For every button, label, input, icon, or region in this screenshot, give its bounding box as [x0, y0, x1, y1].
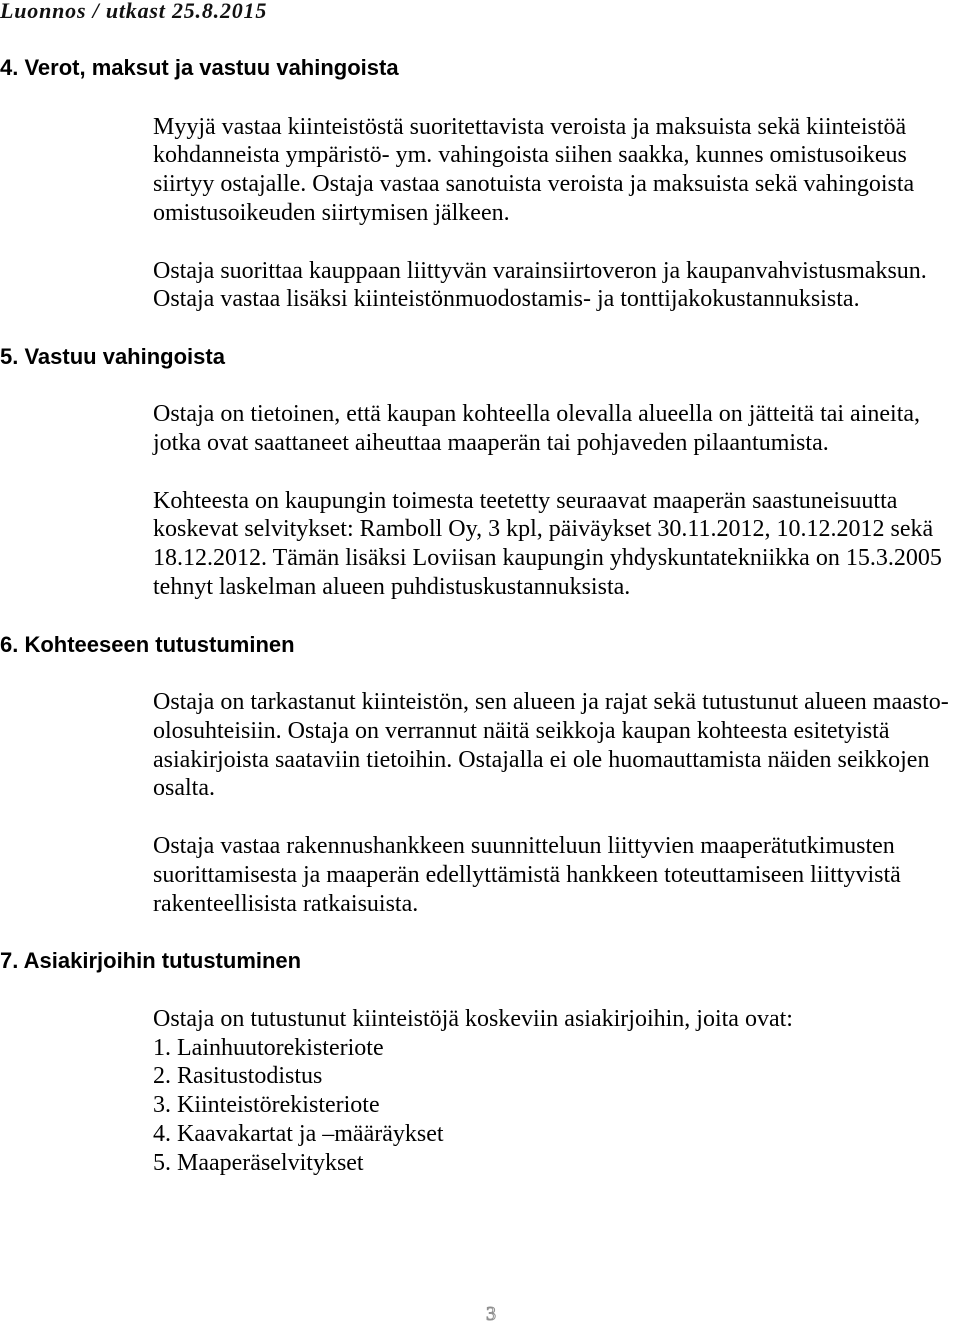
- paragraph-line: Myyjä vastaa kiinteistöstä suoritettavista veroista ja maksuista sekä kiinteistöä: [153, 113, 907, 140]
- paragraph: [153, 688, 949, 803]
- paragraph-line: kohdanneista ympäristö- ym. vahingoista siihen saakka, kunnes omistusoikeus: [153, 142, 907, 169]
- section-heading: 6. Kohteeseen tutustuminen: [0, 631, 295, 657]
- paragraph-line: jotka ovat saattaneet aiheuttaa maaperän tai pohjaveden pilaantumista.: [153, 430, 829, 457]
- list-item: 5. Maaperäselvitykset: [153, 1149, 364, 1176]
- paragraph: [153, 113, 914, 228]
- paragraph-line: osalta.: [153, 775, 215, 802]
- paragraph: [153, 257, 927, 315]
- paragraph-line: asiakirjoista saataviin tietoihin. Ostajalla ei ole huomauttamista näiden seikkojen: [153, 746, 930, 773]
- section-heading: 4. Verot, maksut ja vastuu vahingoista: [0, 55, 399, 80]
- paragraph-line: Ostaja on tarkastanut kiinteistön, sen alueen ja rajat sekä tutustunut alueen maasto-: [153, 689, 949, 716]
- page-number: 3: [486, 1303, 496, 1325]
- paragraph-line: Ostaja vastaa lisäksi kiinteistönmuodostamis- ja tonttijakokustannuksista.: [153, 286, 860, 313]
- paragraph-line: Ostaja suorittaa kauppaan liittyvän varainsiirtoveron ja kaupanvahvistusmaksun.: [153, 257, 927, 284]
- paragraph-line: 18.12.2012. Tämän lisäksi Loviisan kaupungin yhdyskuntatekniikka on 15.3.2005: [153, 545, 942, 572]
- list-item: 4. Kaavakartat ja –määräykset: [153, 1120, 444, 1147]
- list-item: 2. Rasitustodistus: [153, 1063, 323, 1090]
- paragraph: [153, 400, 920, 458]
- paragraph-line: Kohteesta on kaupungin toimesta teetetty seuraavat maaperän saastuneisuutta: [153, 487, 898, 514]
- paragraph-line: Ostaja on tietoinen, että kaupan kohteella olevalla alueella on jätteitä tai aineita,: [153, 401, 921, 428]
- paragraph-line: rakenteellisista ratkaisuista.: [153, 890, 419, 917]
- paragraph-line: suorittamisesta ja maaperän edellyttämistä hankkeen toteuttamiseen liittyvistä: [153, 861, 901, 888]
- list-item: 3. Kiinteistörekisteriote: [153, 1092, 380, 1119]
- paragraph: [153, 1005, 793, 1178]
- document-list: [153, 1034, 793, 1178]
- paragraph-line: siirtyy ostajalle. Ostaja vastaa sanotuista veroista ja maksuista sekä vahingoista: [153, 171, 915, 198]
- draft-label: Luonnos / utkast 25.8.2015: [0, 0, 268, 23]
- section-heading: 7. Asiakirjoihin tutustuminen: [0, 948, 302, 974]
- paragraph-line: tehnyt laskelman alueen puhdistuskustannuksista.: [153, 573, 631, 600]
- paragraph: [153, 832, 901, 918]
- section-heading: 5. Vastuu vahingoista: [0, 343, 225, 369]
- paragraph-line: omistusoikeuden siirtymisen jälkeen.: [153, 199, 510, 226]
- paragraph: [153, 487, 942, 602]
- paragraph-line: Ostaja on tutustunut kiinteistöjä koskeviin asiakirjoihin, joita ovat:: [153, 1005, 793, 1032]
- list-item: 1. Lainhuutorekisteriote: [153, 1034, 384, 1061]
- paragraph-line: koskevat selvitykset: Ramboll Oy, 3 kpl, päiväykset 30.11.2012, 10.12.2012 sekä: [153, 516, 934, 543]
- paragraph-line: olosuhteisiin. Ostaja on verrannut näitä seikkoja kaupan kohteesta esitetyistä: [153, 717, 890, 744]
- paragraph-line: Ostaja vastaa rakennushankkeen suunnitteluun liittyvien maaperätutkimusten: [153, 833, 895, 860]
